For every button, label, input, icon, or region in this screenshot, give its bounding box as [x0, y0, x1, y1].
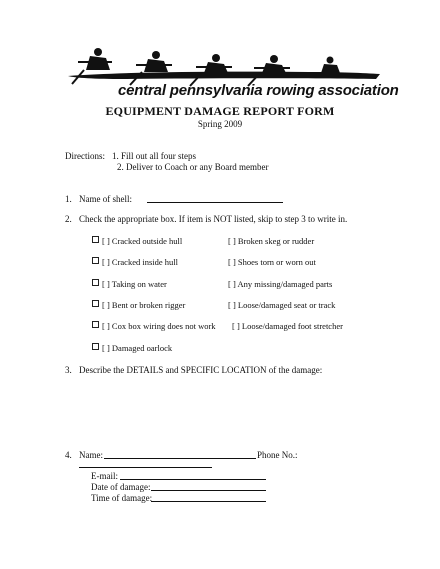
- section-2-number: 2.: [65, 214, 72, 224]
- section-1-number: 1.: [65, 194, 72, 204]
- option-damaged-oarlock[interactable]: [92, 343, 172, 353]
- option-label: [ ] Taking on water: [102, 279, 167, 289]
- checkbox-icon: [92, 343, 99, 350]
- option-label: [ ] Damaged oarlock: [102, 343, 173, 353]
- phone-label: Phone No.:: [257, 450, 298, 460]
- org-name: central pennsylvania rowing association: [118, 82, 399, 99]
- name-field[interactable]: [104, 450, 256, 459]
- logo: [64, 46, 399, 106]
- checkbox-icon: [92, 279, 99, 286]
- name-label: Name:: [79, 450, 103, 460]
- shell-name-field[interactable]: [147, 194, 283, 203]
- time-of-damage-label: Time of damage:: [91, 493, 153, 503]
- option-shoes-torn[interactable]: [ ] Shoes torn or worn out: [228, 257, 316, 267]
- option-label: [ ] Cracked inside hull: [102, 257, 179, 267]
- phone-field[interactable]: [79, 459, 212, 468]
- option-label: [ ] Cracked outside hull: [102, 236, 183, 246]
- option-taking-on-water[interactable]: [92, 279, 167, 289]
- checkbox-icon: [92, 321, 99, 328]
- option-label: [ ] Cox box wiring does not work: [102, 321, 216, 331]
- option-cracked-outside-hull[interactable]: [92, 236, 182, 246]
- checkbox-icon: [92, 236, 99, 243]
- section-3-instructions: Describe the DETAILS and SPECIFIC LOCATION of the damage:: [79, 365, 323, 375]
- damage-description-area[interactable]: [79, 380, 379, 442]
- directions-label: Directions:: [65, 151, 105, 161]
- section-2-instructions: Check the appropriate box. If item is NOT listed, skip to step 3 to write in.: [79, 214, 348, 224]
- season-label: Spring 2009: [197, 119, 243, 129]
- option-loose-seat-track[interactable]: [ ] Loose/damaged seat or track: [228, 300, 336, 310]
- email-label: E-mail:: [91, 471, 118, 481]
- option-missing-damaged-parts[interactable]: [ ] Any missing/damaged parts: [228, 279, 333, 289]
- date-of-damage-field[interactable]: [151, 482, 266, 491]
- option-cracked-inside-hull[interactable]: [92, 257, 178, 267]
- section-3-number: 3.: [65, 365, 72, 375]
- shell-name-label: Name of shell:: [79, 194, 132, 204]
- option-loose-foot-stretcher[interactable]: [ ] Loose/damaged foot stretcher: [232, 321, 343, 331]
- option-cox-box-wiring[interactable]: [92, 321, 216, 331]
- option-label: [ ] Bent or broken rigger: [102, 300, 186, 310]
- option-broken-skeg-rudder[interactable]: [ ] Broken skeg or rudder: [228, 236, 315, 246]
- time-of-damage-field[interactable]: [151, 493, 266, 502]
- section-4-number: 4.: [65, 450, 72, 460]
- email-field[interactable]: [120, 471, 266, 480]
- checkbox-icon: [92, 300, 99, 307]
- checkbox-icon: [92, 257, 99, 264]
- form-title: EQUIPMENT DAMAGE REPORT FORM: [105, 104, 335, 118]
- option-bent-broken-rigger[interactable]: [92, 300, 185, 310]
- date-of-damage-label: Date of damage:: [91, 482, 151, 492]
- directions-step-1: 1. Fill out all four steps: [112, 151, 196, 161]
- directions-step-2: 2. Deliver to Coach or any Board member: [117, 162, 269, 172]
